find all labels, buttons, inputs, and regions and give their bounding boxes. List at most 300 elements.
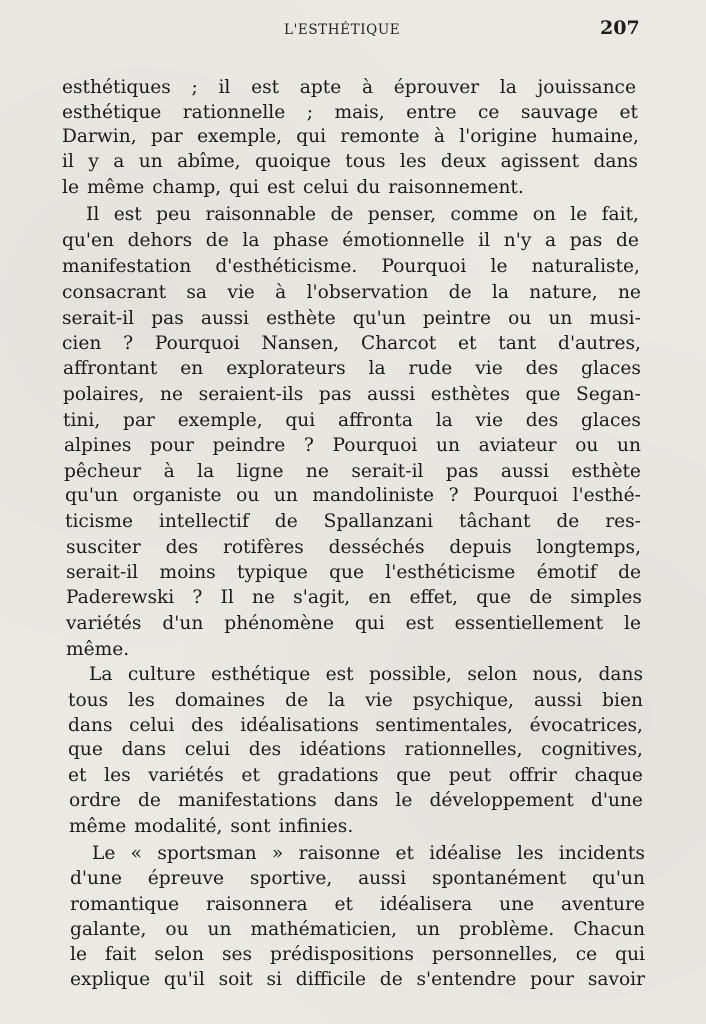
word: de [556,511,580,532]
word: de [274,511,298,532]
word: et [458,333,477,354]
word: savoir [587,969,645,990]
word: ou [236,485,260,506]
word: que [525,384,561,405]
word: idéalisera [379,894,473,915]
word: les [399,151,427,172]
word: Chacun [573,919,645,940]
word: l'origine [459,126,538,147]
word: esthète [571,461,641,482]
text-line [62,176,524,200]
word: qui [229,177,259,198]
word: qu'un [65,485,118,506]
word: les [516,843,544,864]
word: galante, [70,919,147,940]
word: res- [605,511,641,532]
word: chaque [574,765,643,786]
word: de [137,790,161,811]
word: selon [154,944,204,965]
word: spontanément [431,868,567,889]
word: nature, [529,282,598,303]
text-line [66,586,642,610]
word: et [241,765,260,786]
text-line [70,893,645,917]
word: un [548,308,573,329]
word: d'un [162,613,204,634]
word: pas [445,461,479,482]
word: Paderewski [66,587,175,608]
word: à [433,126,445,147]
word: typique [237,562,308,583]
word: aussi [533,690,583,711]
text-line [62,332,641,356]
word: évocatrices, [529,715,643,736]
word: par [123,410,155,431]
word: dans [598,664,643,685]
word: moins [159,562,216,583]
word: ou [508,308,532,329]
word: un [138,151,163,172]
word: éprouver [393,77,480,98]
text-line [62,307,641,331]
word: remonte [340,126,420,147]
word: ; [306,102,314,123]
word: s'entendre [416,969,517,990]
word: d'esthéticisme. [215,256,358,277]
word: abîme, [177,151,241,172]
word: mandoliniste [312,485,435,506]
text-line [62,255,640,279]
word: est [251,77,280,98]
word: la [435,410,453,431]
word: consacrant [62,282,167,303]
text-line [86,203,639,227]
word: explique [70,969,151,990]
word: penser, [367,204,436,225]
text-line [89,663,643,687]
word: que [68,739,103,760]
word: émotionnelle [342,230,465,251]
word: Pourquoi [332,435,418,456]
word: pas [318,384,352,405]
word: affronta [338,410,413,431]
word: selon [467,664,518,685]
word: même [86,177,145,198]
word: des [248,739,282,760]
word: les [128,690,155,711]
word: ? [192,587,203,608]
word: raisonnement. [388,177,524,198]
word: seraient-ils [198,384,304,405]
word: « [130,843,143,864]
word: tous [345,151,386,172]
word: il [478,230,491,251]
word: difficile [295,969,367,990]
word: entre [406,102,457,123]
word: exemple, [177,410,263,431]
word: l'esthé- [572,485,641,506]
word: sa [186,282,208,303]
word: qu'en [62,230,114,251]
word: ses [221,944,253,965]
word: serait-il [62,308,135,329]
text-line [66,536,641,560]
word: depuis [449,537,512,558]
page-number: 207 [600,17,640,39]
word: Pourquoi [473,485,558,506]
word: esthétique [62,102,162,123]
text-line [65,484,641,508]
word: idéalisations [240,715,359,736]
word: la [197,461,215,482]
word: ou [165,919,189,940]
word: et [334,894,353,915]
word: n'y [503,230,532,251]
word: gradations [277,765,379,786]
text-line [62,76,636,100]
word: s'agit, [293,587,351,608]
word: Pourquoi [154,333,240,354]
word: Darwin, [62,126,137,147]
word: un [273,485,298,506]
word: problème. [458,919,555,940]
word: celui [303,177,349,198]
word: glaces [581,358,641,379]
word: exemple, [197,126,282,147]
word: un [617,435,641,456]
word: qui [285,410,316,431]
text-line [65,510,641,534]
word: sauvage [520,102,599,123]
word: mais, [334,102,385,123]
word: essentiellement [454,613,604,634]
word: esthétique [210,664,311,685]
word: organiste [132,485,222,506]
word: que [396,765,432,786]
word: l'observation [306,282,429,303]
word: longtemps, [536,537,641,558]
word: des [165,537,199,558]
word: esthétiques [62,77,171,98]
word: peindre [212,435,286,456]
word: ne [617,282,641,303]
word: desséchés [328,537,425,558]
word: pêcheur [64,461,142,482]
text-line [70,943,645,967]
word: le [395,790,413,811]
word: celui [129,715,175,736]
word: qui [296,126,327,147]
word: variétés [148,765,224,786]
word: musi- [589,308,641,329]
word: esthètes [430,384,510,405]
word: jouissance [537,77,636,98]
text-line [63,357,641,381]
word: tini, [63,410,101,431]
word: la [491,282,509,303]
word: ne [160,384,184,405]
word: même [69,816,127,837]
text-line [92,842,645,866]
word: Nansen, [261,333,340,354]
word: un [416,919,440,940]
word: psychique, [412,690,514,711]
word: ? [123,333,134,354]
word: de [618,562,641,583]
word: des [191,715,224,736]
word: serait-il [351,461,424,482]
word: vie [365,690,393,711]
word: ? [448,485,459,506]
word: même. [66,639,130,660]
word: tous [68,690,109,711]
word: d'une [70,868,122,889]
word: variétés [66,613,142,634]
word: romantique [70,894,180,915]
word: agissent [500,151,580,172]
word: si [266,969,282,990]
word: dans [593,151,638,172]
text-line [63,383,641,407]
word: de [448,282,472,303]
word: la [499,77,517,98]
word: fait, [601,204,639,225]
word: émotif [536,562,597,583]
word: épreuve [147,868,225,889]
word: ne [252,587,275,608]
word: qui [354,613,385,634]
word: la [328,690,346,711]
text-line [62,281,641,305]
word: La [89,664,113,685]
word: glaces [581,410,641,431]
word: de [379,969,403,990]
word: naturaliste, [531,256,640,277]
word: une [499,894,535,915]
word: du [356,177,381,198]
word: à [163,461,175,482]
text-line [70,968,645,992]
word: qu'un [352,308,406,329]
word: rationnelles, [404,739,523,760]
text-line [62,101,638,125]
word: possible, [369,664,452,685]
word: a [545,230,557,251]
word: aussi [200,308,249,329]
word: ligne [236,461,284,482]
word: les [104,765,131,786]
word: y [88,151,99,172]
word: nous, [532,664,584,685]
word: et [619,102,638,123]
word: Segan- [575,384,641,405]
word: en [180,358,204,379]
word: la [368,358,386,379]
word: qu'il [163,969,205,990]
word: tâchant [459,511,531,532]
word: cognitives, [541,739,643,760]
word: bien [602,690,643,711]
word: infinies. [278,816,354,837]
word: ticisme [65,511,133,532]
word: simples [570,587,642,608]
word: Il [86,204,100,225]
word: et [395,843,414,864]
word: peu [156,204,192,225]
word: on [532,204,556,225]
text-line [70,867,645,891]
text-line [66,561,641,585]
running-header: L'ESTHÉTIQUE [284,22,401,38]
word: incidents [558,843,645,864]
word: alpines [64,435,132,456]
word: rationnelle [182,102,286,123]
text-line [62,150,638,174]
word: quoique [254,151,331,172]
word: Il [220,587,234,608]
word: dans [68,715,113,736]
word: modalité, [134,816,223,837]
word: personnelles, [431,944,558,965]
word: culture [127,664,196,685]
word: de [205,230,229,251]
word: est [325,664,354,685]
word: de [615,230,639,251]
word: explorateurs [226,358,346,379]
text-line [68,738,643,762]
word: susciter [66,537,141,558]
word: des [525,410,559,431]
word: apte [299,77,342,98]
word: raisonnera [205,894,308,915]
text-line [66,638,130,662]
word: sont [230,816,271,837]
word: ce [477,102,500,123]
word: Pourquoi [381,256,467,277]
word: Charcot [360,333,437,354]
word: que [329,562,364,583]
word: un [207,919,232,940]
word: pour [150,435,195,456]
word: qui [615,944,645,965]
word: vie [475,410,503,431]
word: raisonne [298,843,381,864]
text-line [69,815,354,839]
word: le [62,177,79,198]
word: cien [62,333,102,354]
word: tant [498,333,537,354]
word: de [529,587,553,608]
word: la [242,230,260,251]
word: pas [569,230,603,251]
word: et [68,765,87,786]
word: il [218,77,231,98]
word: est [405,613,434,634]
word: dehors [127,230,193,251]
word: esthète [266,308,336,329]
word: à [275,282,287,303]
word: affrontant [63,358,158,379]
word: pas [151,308,184,329]
word: manifestations [177,790,317,811]
word: Spallanzani [323,511,434,532]
word: d'une [590,790,643,811]
word: le [490,256,508,277]
word: domaines [174,690,266,711]
word: deux [440,151,487,172]
word: polaires, [63,384,145,405]
word: aussi [367,384,416,405]
word: peintre [422,308,492,329]
word: le [570,204,588,225]
word: des [525,358,559,379]
text-line [69,789,643,813]
word: un [436,435,460,456]
word: ne [305,461,329,482]
word: sentimentales, [375,715,513,736]
word: rude [408,358,453,379]
word: le [624,613,641,634]
word: à [361,77,374,98]
word: que [476,587,512,608]
word: humaine, [551,126,639,147]
text-line [70,918,645,942]
word: sportive, [249,868,333,889]
text-line [68,764,643,788]
word: aussi [500,461,549,482]
word: serait-il [66,562,139,583]
word: intellectif [158,511,249,532]
text-line [64,434,641,458]
text-line [62,125,639,149]
word: de [285,690,309,711]
text-line [68,689,643,713]
word: en [368,587,392,608]
word: fait [104,944,137,965]
word: prédispositions [270,944,414,965]
text-line [66,612,641,636]
word: phase [273,230,329,251]
word: comme [450,204,519,225]
word: ordre [69,790,121,811]
word: est [266,177,296,198]
word: peut [448,765,492,786]
word: est [113,204,142,225]
word: aventure [561,894,645,915]
word: ou [575,435,599,456]
word: l'esthéticisme [385,562,516,583]
word: le [70,944,87,965]
word: qu'un [592,868,645,889]
word: sportsman [157,843,257,864]
word: développement [429,790,574,811]
word: aussi [358,868,407,889]
word: pour [530,969,575,990]
word: » [271,843,284,864]
text-line [63,409,641,433]
word: vie [227,282,255,303]
word: d'autres, [558,333,641,354]
word: il [62,151,74,172]
word: mathématicien, [250,919,398,940]
word: aviateur [478,435,557,456]
word: phénomène [224,613,334,634]
word: par [150,126,183,147]
word: idéalise [429,843,502,864]
word: ? [303,435,314,456]
word: vie [475,358,503,379]
word: ce [575,944,598,965]
